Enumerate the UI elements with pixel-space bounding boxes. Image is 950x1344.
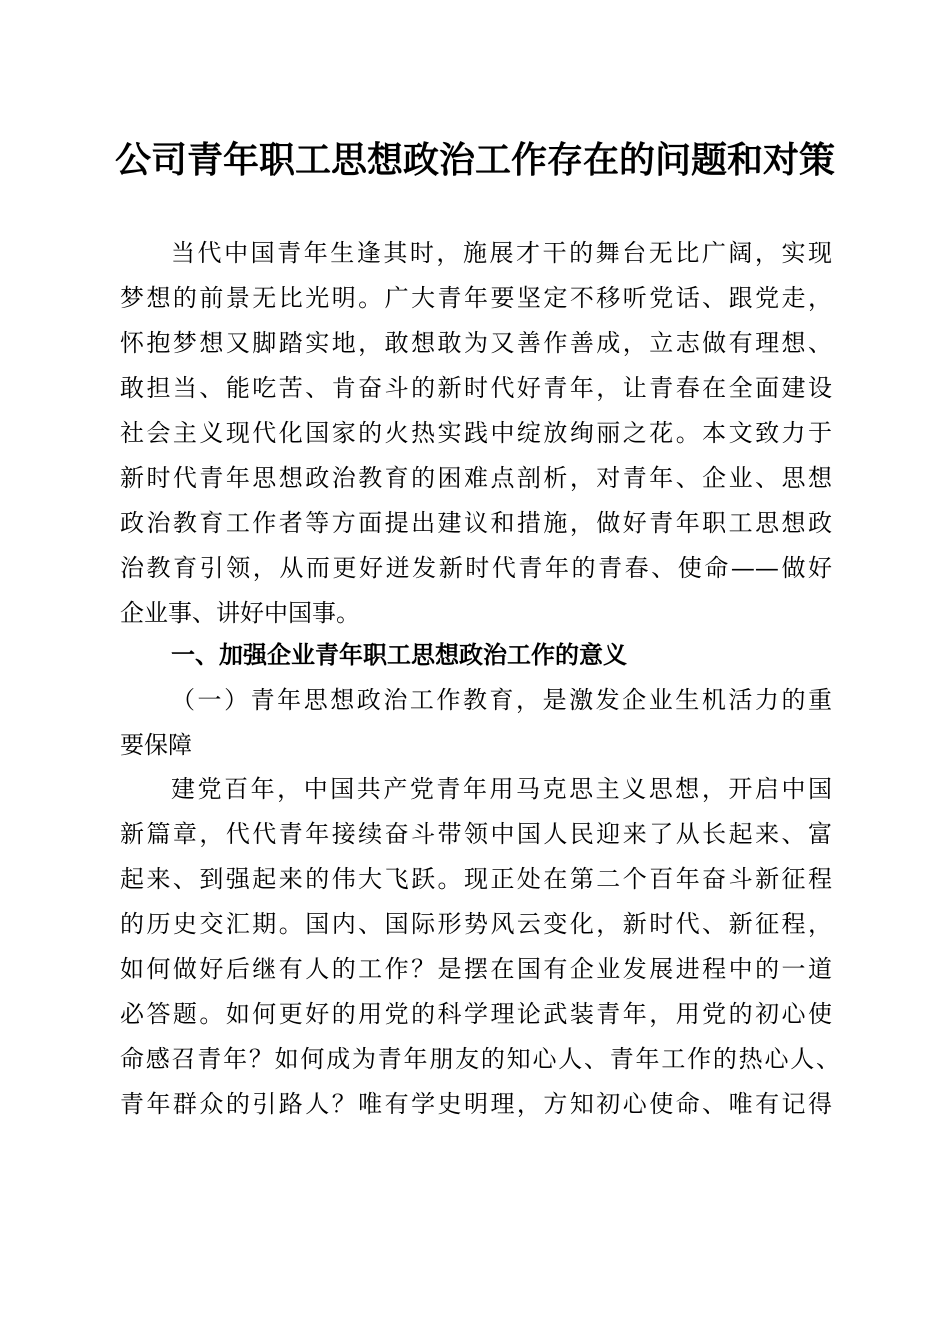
subsection-1-heading-line: （一）青年思想政治工作教育，是激发企业生机活力的重 bbox=[171, 686, 832, 714]
paragraph-1-line: 治教育引领，从而更好迸发新时代青年的青春、使命——做好 bbox=[120, 554, 832, 582]
paragraph-2-line: 的历史交汇期。国内、国际形势风云变化，新时代、新征程， bbox=[120, 910, 832, 938]
paragraph-1-line: 企业事、讲好中国事。 bbox=[120, 599, 360, 627]
paragraph-1-line: 梦想的前景无比光明。广大青年要坚定不移听党话、跟党走， bbox=[120, 284, 832, 312]
section-1-heading: 一、加强企业青年职工思想政治工作的意义 bbox=[171, 641, 627, 669]
paragraph-2-line: 青年群众的引路人？唯有学史明理，方知初心使命、唯有记得 bbox=[120, 1090, 832, 1118]
paragraph-2-line: 起来、到强起来的伟大飞跃。现正处在第二个百年奋斗新征程 bbox=[120, 865, 832, 893]
paragraph-1-line: 政治教育工作者等方面提出建议和措施，做好青年职工思想政 bbox=[120, 509, 832, 537]
document-title: 公司青年职工思想政治工作存在的问题和对策 bbox=[114, 139, 835, 181]
paragraph-1-line: 怀抱梦想又脚踏实地，敢想敢为又善作善成，立志做有理想、 bbox=[120, 329, 832, 357]
subsection-1-heading-line: 要保障 bbox=[120, 731, 192, 759]
paragraph-1-line: 社会主义现代化国家的火热实践中绽放绚丽之花。本文致力于 bbox=[120, 419, 832, 447]
paragraph-2-line: 命感召青年？如何成为青年朋友的知心人、青年工作的热心人、 bbox=[120, 1045, 840, 1073]
paragraph-2-line: 必答题。如何更好的用党的科学理论武装青年，用党的初心使 bbox=[120, 1000, 832, 1028]
paragraph-2-line: 如何做好后继有人的工作？是摆在国有企业发展进程中的一道 bbox=[120, 955, 832, 983]
paragraph-1-line: 敢担当、能吃苦、肯奋斗的新时代好青年，让青春在全面建设 bbox=[120, 374, 832, 402]
paragraph-1-line: 新时代青年思想政治教育的困难点剖析，对青年、企业、思想 bbox=[120, 464, 832, 492]
paragraph-1-line: 当代中国青年生逢其时，施展才干的舞台无比广阔，实现 bbox=[171, 239, 832, 267]
paragraph-2-line: 新篇章，代代青年接续奋斗带领中国人民迎来了从长起来、富 bbox=[120, 820, 832, 848]
paragraph-2-line: 建党百年，中国共产党青年用马克思主义思想，开启中国 bbox=[171, 775, 832, 803]
